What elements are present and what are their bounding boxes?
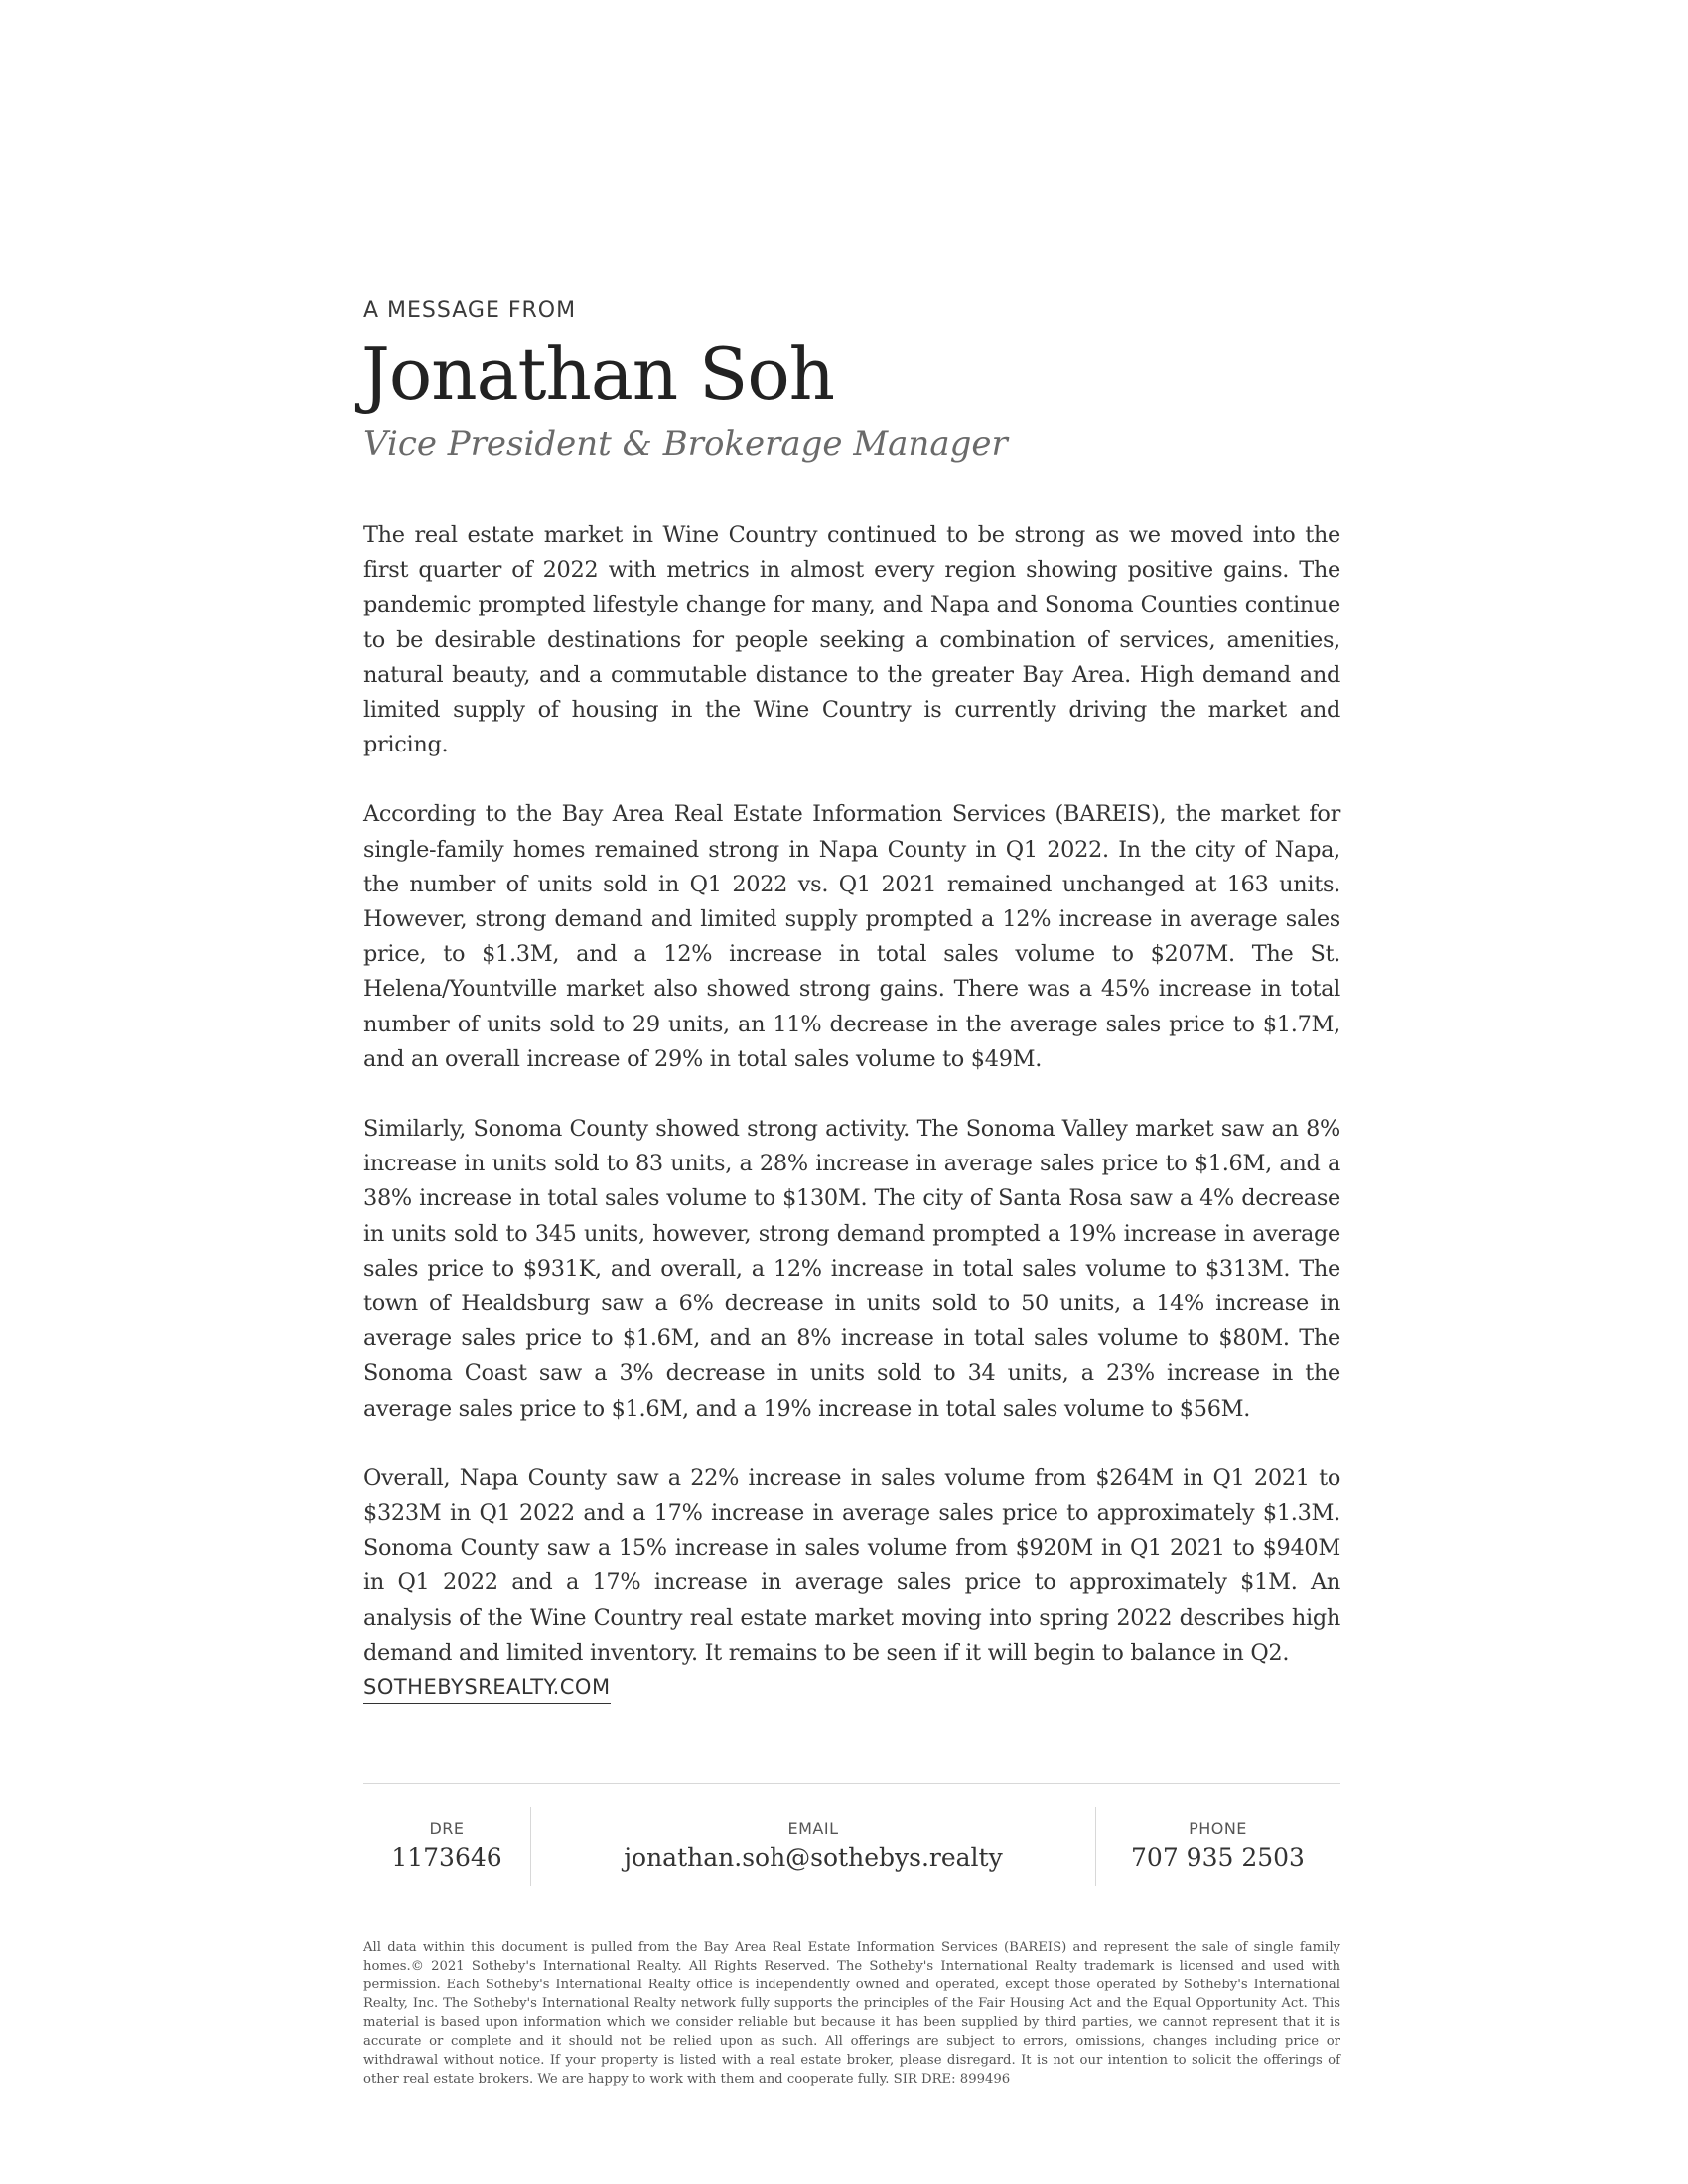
dre-label: DRE	[429, 1819, 465, 1838]
paragraph: Overall, Napa County saw a 22% increase in sales volume from $264M in Q1 2021 to $323M in Q1 2022 and a 17% increase in average sales price to approximately $1.3M. Sonoma County saw a 15% increase in sales volume from $920M in Q1 2021 to $940M in Q1 2022 and a 17% increase in average sales price to approximately $1M. An analysis of the Wine Country real estate market moving into spring 2022 describes high demand and limited inventory. It remains to be seen if it will begin to balance in Q2.	[363, 1464, 1340, 1666]
phone-value[interactable]: 707 935 2503	[1131, 1843, 1305, 1872]
paragraph: According to the Bay Area Real Estate Information Services (BAREIS), the market for single-family homes remained strong in Napa County in Q1 2022. In the city of Napa, the number of units sold in Q1 2022 vs. Q1 2021 remained unchanged at 163 units. However, strong demand and limited supply prompted a 12% increase in average sales price, to $1.3M, and a 12% increase in total sales volume to $207M. The St. Helena/Yountville market also showed strong gains. There was a 45% increase in total number of units sold to 29 units, an 11% decrease in the average sales price to $1.7M, and an overall increase of 29% in total sales volume to $49M.	[363, 801, 1340, 1072]
dre-value: 1173646	[391, 1843, 502, 1872]
phone-label: PHONE	[1189, 1819, 1247, 1838]
author-name: Jonathan Soh	[361, 333, 835, 416]
message-body	[363, 518, 1340, 1706]
email-label: EMAIL	[787, 1819, 839, 1838]
contact-bar	[363, 1807, 1340, 1886]
dre-cell	[363, 1807, 530, 1886]
email-cell	[530, 1807, 1096, 1886]
author-title: Vice President & Brokerage Manager	[363, 424, 1008, 464]
divider	[363, 1783, 1340, 1784]
legal-disclaimer: All data within this document is pulled from the Bay Area Real Estate Information Services (BAREIS) and represent the sale of single family homes.© 2021 Sotheby's International Realty. All Rights Reserved. The Sotheby's International Realty trademark is licensed and used with permission. Each Sotheby's International Realty office is independently owned and operated, except those operated by Sotheby's International Realty, Inc. The Sotheby's International Realty network fully supports the principles of the Fair Housing Act and the Equal Opportunity Act. This material is based upon information which we consider reliable but because it has been supplied by third parties, we cannot represent that it is accurate or complete and it should not be relied upon as such. All offerings are subject to errors, omissions, changes including price or withdrawal without notice. If your property is listed with a real estate broker, please disregard. It is not our intention to solicit the offerings of other real estate brokers. We are happy to work with them and cooperate fully. SIR DRE: 899496	[363, 1940, 1340, 2087]
website-link[interactable]: SOTHEBYSREALTY.COM	[363, 1675, 611, 1704]
paragraph: The real estate market in Wine Country continued to be strong as we moved into the first quarter of 2022 with metrics in almost every region showing positive gains. The pandemic prompted lifestyle change for many, and Napa and Sonoma Counties continue to be desirable destinations for people seeking a combination of services, amenities, natural beauty, and a commutable distance to the greater Bay Area. High demand and limited supply of housing in the Wine Country is currently driving the market and pricing.	[363, 522, 1340, 758]
eyebrow-label: A MESSAGE FROM	[363, 298, 577, 323]
phone-cell	[1095, 1807, 1340, 1886]
email-value[interactable]: jonathan.soh@sothebys.realty	[624, 1843, 1003, 1872]
paragraph: Similarly, Sonoma County showed strong activity. The Sonoma Valley market saw an 8% increase in units sold to 83 units, a 28% increase in average sales price to $1.6M, and a 38% increase in total sales volume to $130M. The city of Santa Rosa saw a 4% decrease in units sold to 345 units, however, strong demand prompted a 19% increase in average sales price to $931K, and overall, a 12% increase in total sales volume to $313M. The town of Healdsburg saw a 6% decrease in units sold to 50 units, a 14% increase in average sales price to $1.6M, and an 8% increase in total sales volume to $80M. The Sonoma Coast saw a 3% decrease in units sold to 34 units, a 23% increase in the average sales price to $1.6M, and a 19% increase in total sales volume to $56M.	[363, 1116, 1340, 1422]
